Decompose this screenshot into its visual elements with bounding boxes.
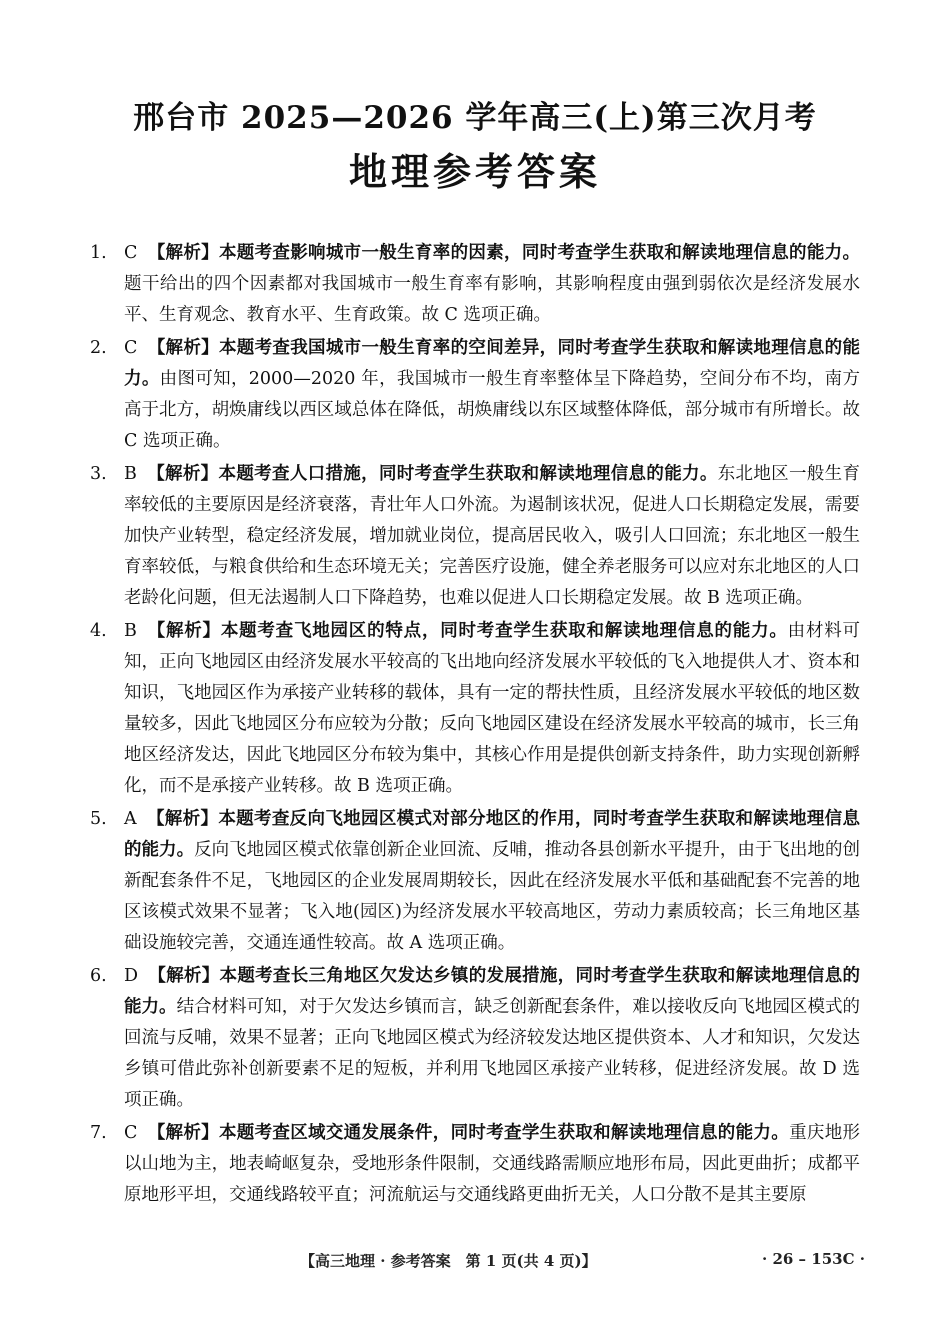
answer-letter: B [124,464,137,484]
answer-letter: B [124,621,137,641]
analysis-lead: 本题考查影响城市一般生育率的因素，同时考查学生获取和解读地理信息的能力。 [218,243,860,263]
answer-item [90,961,860,1116]
analysis-body: 反向飞地园区模式依靠创新企业回流、反哺，推动各县创新水平提升，由于飞出地的创新配套条件不足，飞地园区的企业发展周期较长，因此在经济发展水平低和基础配套不完善的地区该模式效果不显著；飞入地(园区)为经济发展水平较高地区，劳动力素质较高；长三角地区基础设施较完善，交通连通性较高。故 A 选项正确。 [124,840,861,953]
question-number: 1. [90,243,107,263]
analysis-body: 结合材料可知，对于欠发达乡镇而言，缺乏创新配套条件，难以接收反向飞地园区模式的回流与反哺，效果不显著；正向飞地园区模式为经济较发达地区提供资本、人才和知识，欠发达乡镇可借此弥补创新要素不足的短板，并利用飞地园区承接产业转移，促进经济发展。故 D 选项正确。 [124,997,861,1110]
analysis-tag: 【解析】 [148,966,220,986]
footer-exam-code: · 26 – 153C · [762,1250,865,1268]
answers-list [90,238,860,1211]
answer-item [90,333,860,457]
answer-item [90,804,860,959]
answer-letter: C [124,243,138,263]
question-number: 7. [90,1123,107,1143]
analysis-tag: 【解析】 [146,621,221,641]
answer-letter: D [124,966,139,986]
analysis-body: 重庆地形以山地为主，地表崎岖复杂，受地形条件限制，交通线路需顺应地形布局，因此更曲折；成都平原地形平坦，交通线路较平直；河流航运与交通线路更曲折无关，人口分散不是其主要原 [124,1123,861,1205]
analysis-tag: 【解析】 [147,1123,219,1143]
answer-item [90,616,860,802]
question-number: 2. [90,338,107,358]
answer-item [90,459,860,614]
analysis-tag: 【解析】 [147,338,219,358]
answer-item [90,1118,860,1211]
analysis-body: 由图可知，2000—2020 年，我国城市一般生育率整体呈下降趋势，空间分布不均，南方高于北方，胡焕庸线以西区域总体在降低，胡焕庸线以东区域整体降低，部分城市有所增长。故 C 选项正确。 [124,369,860,451]
analysis-lead: 本题考查人口措施，同时考查学生获取和解读地理信息的能力。 [218,464,718,484]
analysis-tag: 【解析】 [147,243,219,263]
answer-letter: A [124,809,137,829]
question-number: 5. [90,809,107,829]
answer-letter: C [124,338,138,358]
answer-item [90,238,860,331]
analysis-body: 题干给出的四个因素都对我国城市一般生育率有影响，其影响程度由强到弱依次是经济发展水平、生育观念、教育水平、生育政策。故 C 选项正确。 [124,274,860,325]
analysis-lead: 本题考查反向飞地园区模式对部分地区的作用，同时考查学生获取和解读地理信息的能力。 [124,809,860,860]
analysis-lead: 本题考查飞地园区的特点，同时考查学生获取和解读地理信息的能力。 [220,621,788,641]
analysis-tag: 【解析】 [146,809,219,829]
analysis-tag: 【解析】 [146,464,219,484]
analysis-lead: 本题考查区域交通发展条件，同时考查学生获取和解读地理信息的能力。 [218,1123,790,1143]
question-number: 6. [90,966,107,986]
exam-title: 邢台市 2025—2026 学年高三(上)第三次月考 [133,100,817,136]
answer-key-title: 地理参考答案 [348,149,601,194]
analysis-body: 东北地区一般生育率较低的主要原因是经济衰落，青壮年人口外流。为遏制该状况，促进人口长期稳定发展，需要加快产业转型，稳定经济发展，增加就业岗位，提高居民收入，吸引人口回流；东北地区一般生育率较低，与粮食供给和生态环境无关；完善医疗设施，健全养老服务可以应对东北地区的人口老龄化问题，但无法遏制人口下降趋势，也难以促进人口长期稳定发展。故 B 选项正确。 [124,464,860,608]
page-footer [0,1250,950,1270]
analysis-lead: 本题考查长三角地区欠发达乡镇的发展措施，同时考查学生获取和解读地理信息的能力。 [124,966,861,1017]
analysis-body: 由材料可知，正向飞地园区由经济发展水平较高的飞出地向经济发展水平较低的飞入地提供人才、资本和知识，飞地园区作为承接产业转移的载体，具有一定的帮扶性质，且经济发展水平较低的地区数量较多，因此飞地园区分布应较为分散；反向飞地园区建设在经济发展水平较高的城市，长三角地区经济发达，因此飞地园区分布较为集中，其核心作用是提供创新支持条件，助力实现创新孵化，而不是承接产业转移。故 B 选项正确。 [124,621,861,796]
analysis-lead: 本题考查我国城市一般生育率的空间差异，同时考查学生获取和解读地理信息的能力。 [124,338,860,389]
question-number: 4. [90,621,107,641]
answer-letter: C [124,1123,138,1143]
footer-page-info: 【高三地理 · 参考答案 第 1 页(共 4 页)】 [300,1252,597,1270]
question-number: 3. [90,464,107,484]
